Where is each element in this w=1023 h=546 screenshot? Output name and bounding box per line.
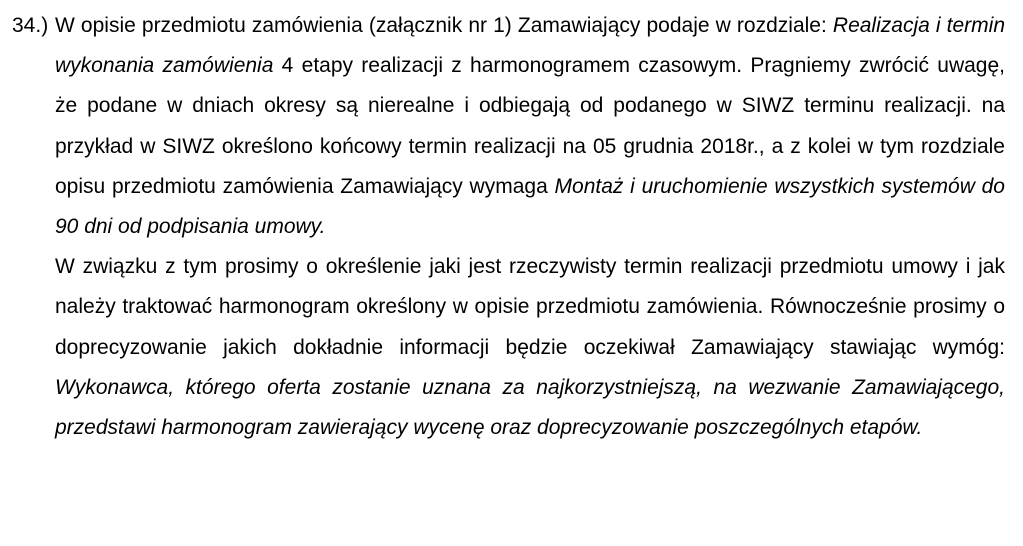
paragraph-2-text-1: W związku z tym prosimy o określenie jaki jest rzeczywisty termin realizacji przedmiotu umowy i jak należy traktować harmonogram określony w opisie przedmiotu zamówienia. Równocześnie prosimy o doprecyzowanie jakich dokładnie informacji będzie oczekiwał Zamawiający stawiając wymóg: xyxy=(55,255,1005,359)
item-number: 34.) xyxy=(12,14,49,37)
paragraph-1-text-1: W opisie przedmiotu zamówienia (załącznik nr 1) Zamawiający podaje w rozdziale: xyxy=(55,14,833,37)
paragraph-2 xyxy=(55,247,1005,448)
paragraph-1 xyxy=(55,6,1005,247)
paragraph-1-text-2: 4 etapy realizacji z harmonogramem czasowym. Pragniemy zwrócić uwagę, że podane w dniach okresy są nierealne i odbiegają od podanego w SIWZ terminu realizacji. na przykład w SIWZ określono końcowy termin realizacji na 05 grudnia 2018r., a z kolei w tym rozdziale opisu przedmiotu zamówienia Zamawiający wymaga xyxy=(55,54,1006,198)
paragraph-2-italic-1: Wykonawca, którego oferta zostanie uznana za najkorzystniejszą, na wezwanie Zamawiającego, przedstawi harmonogram zawierający wycenę oraz doprecyzowanie poszczególnych etapów. xyxy=(55,375,1005,440)
paragraph-1-italic-2: Montaż i uruchomienie wszystkich systemów do 90 dni od podpisania umowy. xyxy=(55,174,1005,239)
question-body xyxy=(55,6,1005,448)
paragraph-1-italic-1: Realizacja i termin wykonania zamówienia xyxy=(55,14,1005,78)
